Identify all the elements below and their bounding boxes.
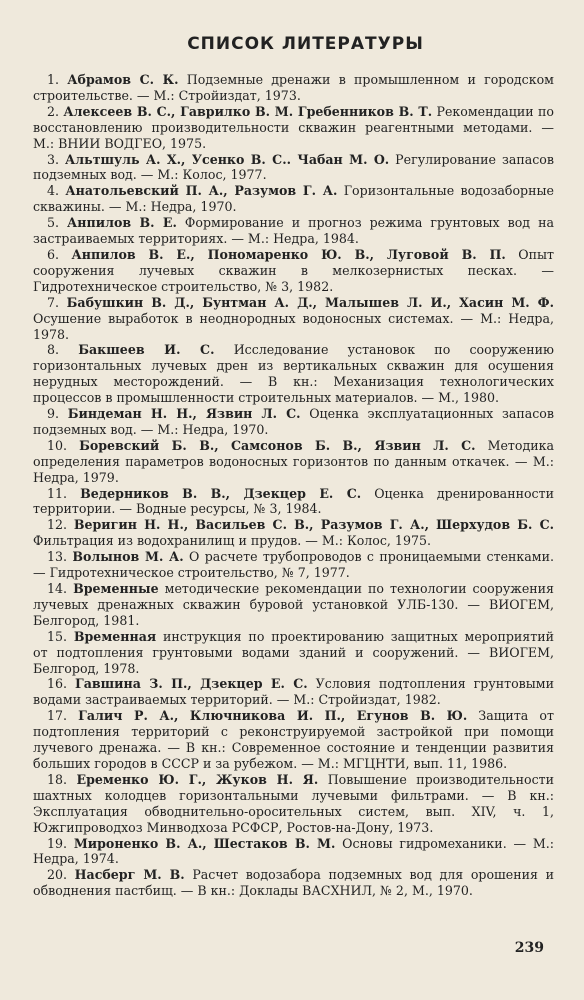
reference-text: О расчете трубопроводов с проницаемыми стенками. — Гидротехническое строительство, № 7, 1977. [33, 549, 554, 581]
reference-number: 1. [47, 72, 60, 87]
reference-text: Подземные дренажи в промышленном и городском строительстве. — М.: Стройиздат, 1973. [33, 72, 554, 103]
reference-item [33, 772, 554, 836]
page-number: 239 [514, 940, 544, 956]
reference-item [33, 72, 554, 104]
reference-authors: Бакшеев И. С. [78, 342, 215, 358]
reference-authors: Еременко Ю. Г., Жуков Н. Я. [76, 771, 319, 787]
reference-authors: Веригин Н. Н., Васильев С. В., Разумов Г. А., Шерхудов Б. С. [73, 517, 554, 533]
reference-text: Расчет водозабора подземных вод для орошения и обводнения пастбищ. — В кн.: Доклады ВАСХНИЛ, № 2, М., 1970. [33, 867, 554, 899]
reference-item [33, 215, 554, 247]
reference-item [33, 342, 554, 406]
reference-text: Оценка эксплуатационных запасов подземных вод. — М.: Недра, 1970. [33, 406, 554, 437]
reference-authors: Бабушкин В. Д., Бунтман А. Д., Малышев Л. И., Хасин М. Ф. [66, 294, 554, 310]
reference-authors: Ведерников В. В., Дзекцер Е. С. [80, 485, 362, 501]
reference-authors: Боревский Б. В., Самсонов Б. В., Язвин Л. С. [79, 437, 476, 453]
reference-number: 10. [47, 437, 68, 453]
reference-number: 2. [47, 103, 60, 119]
reference-number: 6. [47, 246, 60, 262]
reference-number: 8. [47, 342, 60, 358]
reference-text: Основы гидромеханики. — М.: Недра, 1974. [33, 835, 554, 867]
reference-item [33, 581, 554, 629]
reference-item [33, 406, 554, 438]
reference-text: Методика определения параметров водоносных горизонтов по данным откачек. — М.: Недра, 1979. [33, 437, 554, 485]
reference-authors: Абрамов С. К. [67, 72, 179, 87]
reference-text: Рекомендации по восстановлению производительности скважин реагентными методами. — М.: ВНИИ ВОДГЕО, 1975. [33, 103, 554, 151]
reference-item [33, 517, 554, 549]
reference-number: 9. [47, 406, 60, 422]
reference-text: Осушение выработок в неоднородных водоносных системах. — М.: Недра, 1978. [33, 310, 554, 342]
reference-authors: Временная [73, 628, 157, 644]
reference-authors: Мироненко В. А., Шестаков В. М. [73, 835, 336, 851]
reference-item [33, 676, 554, 708]
reference-text: Повышение производительности шахтных колодцев горизонтальными лучевыми фильтрами. — В кн.: Эксплуатация обводнительно-оросительных систем, вып. XIV, ч. 1, Южгипроводхоз Минводхоза РСФСР, Ростов-на-Дону, 1973. [33, 771, 554, 835]
reference-text: Опыт сооружения лучевых скважин в мелкозернистых песках. — Гидротехническое строительство, № 3, 1982. [33, 246, 554, 294]
reference-authors: Галич Р. А., Ключникова И. П., Егунов В. Ю. [78, 708, 468, 724]
reference-item [33, 104, 554, 152]
reference-text: методические рекомендации по технологии сооружения лучевых дренажных скважин буровой установкой УЛБ-130. — ВИОГЕМ, Белгород, 1981. [33, 581, 555, 628]
reference-list [33, 72, 554, 899]
reference-authors: Анатольевский П. А., Разумов Г. А. [65, 183, 338, 199]
reference-item [33, 836, 554, 868]
reference-text: Защита от подтопления территорий с реконструируемой застройкой при помощи лучевого дренажа. — В кн.: Современное состояние и тенденции развития больших городов в СССР и за рубежом. — М.: МГЦНТИ, вып. 11, 1986. [33, 708, 554, 771]
reference-number: 11. [47, 485, 68, 501]
reference-item [33, 152, 554, 184]
reference-authors: Временные [73, 581, 159, 596]
reference-text: Оценка дренированности территории. — Водные ресурсы, № 3, 1984. [33, 485, 554, 517]
reference-item [33, 867, 554, 899]
reference-text: Исследование установок по сооружению горизонтальных лучевых дрен из вертикальных скважин для осушения нерудных месторождений. — В кн.: Механизация технологических процессов в промышленности строительных материалов. — М., 1980. [33, 342, 554, 406]
reference-number: 15. [47, 628, 68, 644]
reference-item [33, 183, 554, 215]
reference-authors: Анпилов В. Е. [67, 215, 177, 231]
reference-item [33, 486, 554, 518]
reference-authors: Биндеман Н. Н., Язвин Л. С. [67, 406, 301, 422]
reference-item [33, 295, 554, 343]
reference-text: Регулирование запасов подземных вод. — М.: Колос, 1977. [33, 151, 554, 183]
reference-number: 7. [47, 294, 60, 310]
reference-item [33, 549, 554, 581]
reference-authors: Гавшина З. П., Дзекцер Е. С. [75, 676, 308, 692]
reference-item [33, 438, 554, 486]
reference-item [33, 247, 554, 295]
reference-number: 4. [47, 183, 60, 199]
reference-text: инструкция по проектированию защитных мероприятий от подтопления грунтовыми водами зданий и сооружений. — ВИОГЕМ, Белгород, 1978. [33, 628, 554, 676]
reference-authors: Алексеев В. С., Гаврилко В. М. Гребенников В. Т. [63, 103, 433, 119]
reference-number: 13. [47, 549, 68, 565]
reference-number: 14. [47, 581, 68, 596]
reference-number: 19. [47, 835, 68, 851]
page-title: СПИСОК ЛИТЕРАТУРЫ [187, 34, 424, 54]
reference-number: 20. [47, 867, 68, 883]
reference-authors: Насберг М. В. [74, 867, 185, 883]
reference-number: 18. [47, 771, 68, 787]
reference-item [33, 629, 554, 677]
reference-authors: Анпилов В. Е., Пономаренко Ю. В., Луговой В. П. [71, 246, 506, 262]
reference-number: 16. [47, 676, 68, 692]
reference-text: Формирование и прогноз режима грунтовых вод на застраиваемых территориях. — М.: Недра, 1984. [33, 215, 554, 247]
reference-item [33, 708, 554, 772]
reference-text: Условия подтопления грунтовыми водами застраиваемых территорий. — М.: Стройиздат, 1982. [33, 676, 554, 708]
reference-authors: Волынов М. А. [72, 549, 184, 565]
reference-text: Фильтрация из водохранилищ и прудов. — М.: Колос, 1975. [33, 533, 431, 549]
reference-authors: Альтшуль А. Х., Усенко В. С.. Чабан М. О. [65, 151, 390, 167]
reference-number: 3. [47, 151, 60, 167]
reference-number: 12. [47, 517, 68, 533]
reference-number: 5. [47, 215, 60, 231]
reference-number: 17. [47, 708, 68, 724]
reference-text: Горизонтальные водозаборные скважины. — М.: Недра, 1970. [33, 183, 554, 215]
